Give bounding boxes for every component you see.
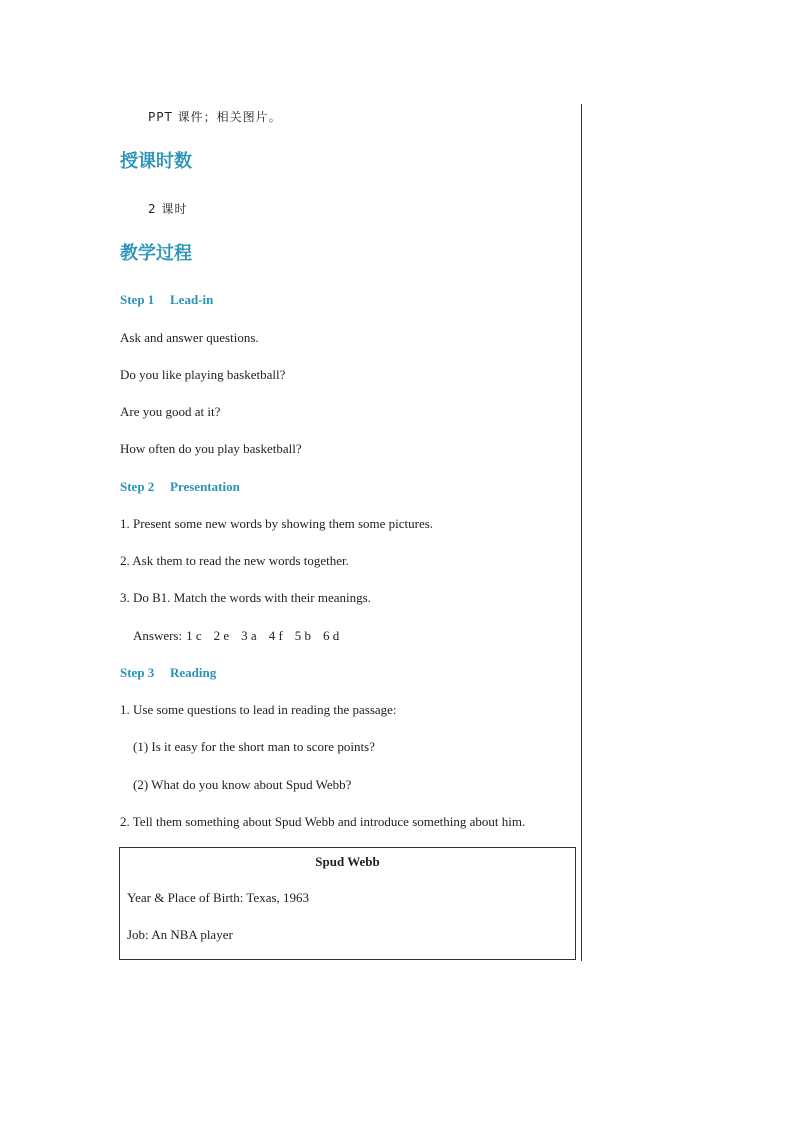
step3-line: 2. Tell them something about Spud Webb and introduce something about him. bbox=[120, 814, 526, 829]
step1-line: Ask and answer questions. bbox=[120, 330, 259, 345]
answer-item: 1 c bbox=[186, 628, 202, 643]
step1-number: Step 1 bbox=[120, 292, 155, 307]
step3-line: (1) Is it easy for the short man to score points? bbox=[133, 739, 375, 754]
step1-line: How often do you play basketball? bbox=[120, 441, 302, 456]
step2-line: 3. Do B1. Match the words with their meanings. bbox=[120, 590, 371, 605]
spud-webb-profile-box bbox=[119, 847, 576, 960]
step2-line: 2. Ask them to read the new words together. bbox=[120, 553, 349, 568]
profile-box-row: Year & Place of Birth: Texas, 1963 bbox=[127, 890, 310, 905]
step1-title: Lead-in bbox=[170, 292, 214, 307]
step3-line: (2) What do you know about Spud Webb? bbox=[133, 777, 352, 792]
step1-line: Do you like playing basketball? bbox=[120, 367, 286, 382]
step3-line: 1. Use some questions to lead in reading the passage: bbox=[120, 702, 397, 717]
answer-item: 2 e bbox=[213, 628, 230, 643]
step2-line: 1. Present some new words by showing them some pictures. bbox=[120, 516, 434, 531]
step1-heading bbox=[120, 292, 213, 308]
answer-item: 3 a bbox=[241, 628, 257, 643]
step3-heading bbox=[120, 665, 216, 681]
heading-teaching-hours: 授课时数 bbox=[120, 151, 192, 172]
profile-box-row: Job: An NBA player bbox=[127, 927, 233, 942]
step3-number: Step 3 bbox=[120, 665, 155, 680]
teaching-hours-text: 2 课时 bbox=[148, 202, 188, 216]
page-margin-rule bbox=[581, 104, 582, 961]
answer-item: 4 f bbox=[268, 628, 283, 643]
step2-answers bbox=[133, 628, 351, 644]
step2-heading bbox=[120, 479, 240, 495]
materials-text: PPT 课件；相关图片。 bbox=[148, 110, 282, 124]
step3-title: Reading bbox=[170, 665, 217, 680]
profile-box-title: Spud Webb bbox=[315, 854, 380, 869]
answers-label: Answers: bbox=[133, 628, 183, 643]
answer-item: 5 b bbox=[294, 628, 312, 643]
heading-teaching-process: 教学过程 bbox=[120, 243, 192, 264]
step2-title: Presentation bbox=[170, 479, 240, 494]
step1-line: Are you good at it? bbox=[120, 404, 221, 419]
step2-number: Step 2 bbox=[120, 479, 155, 494]
answer-item: 6 d bbox=[323, 628, 340, 643]
